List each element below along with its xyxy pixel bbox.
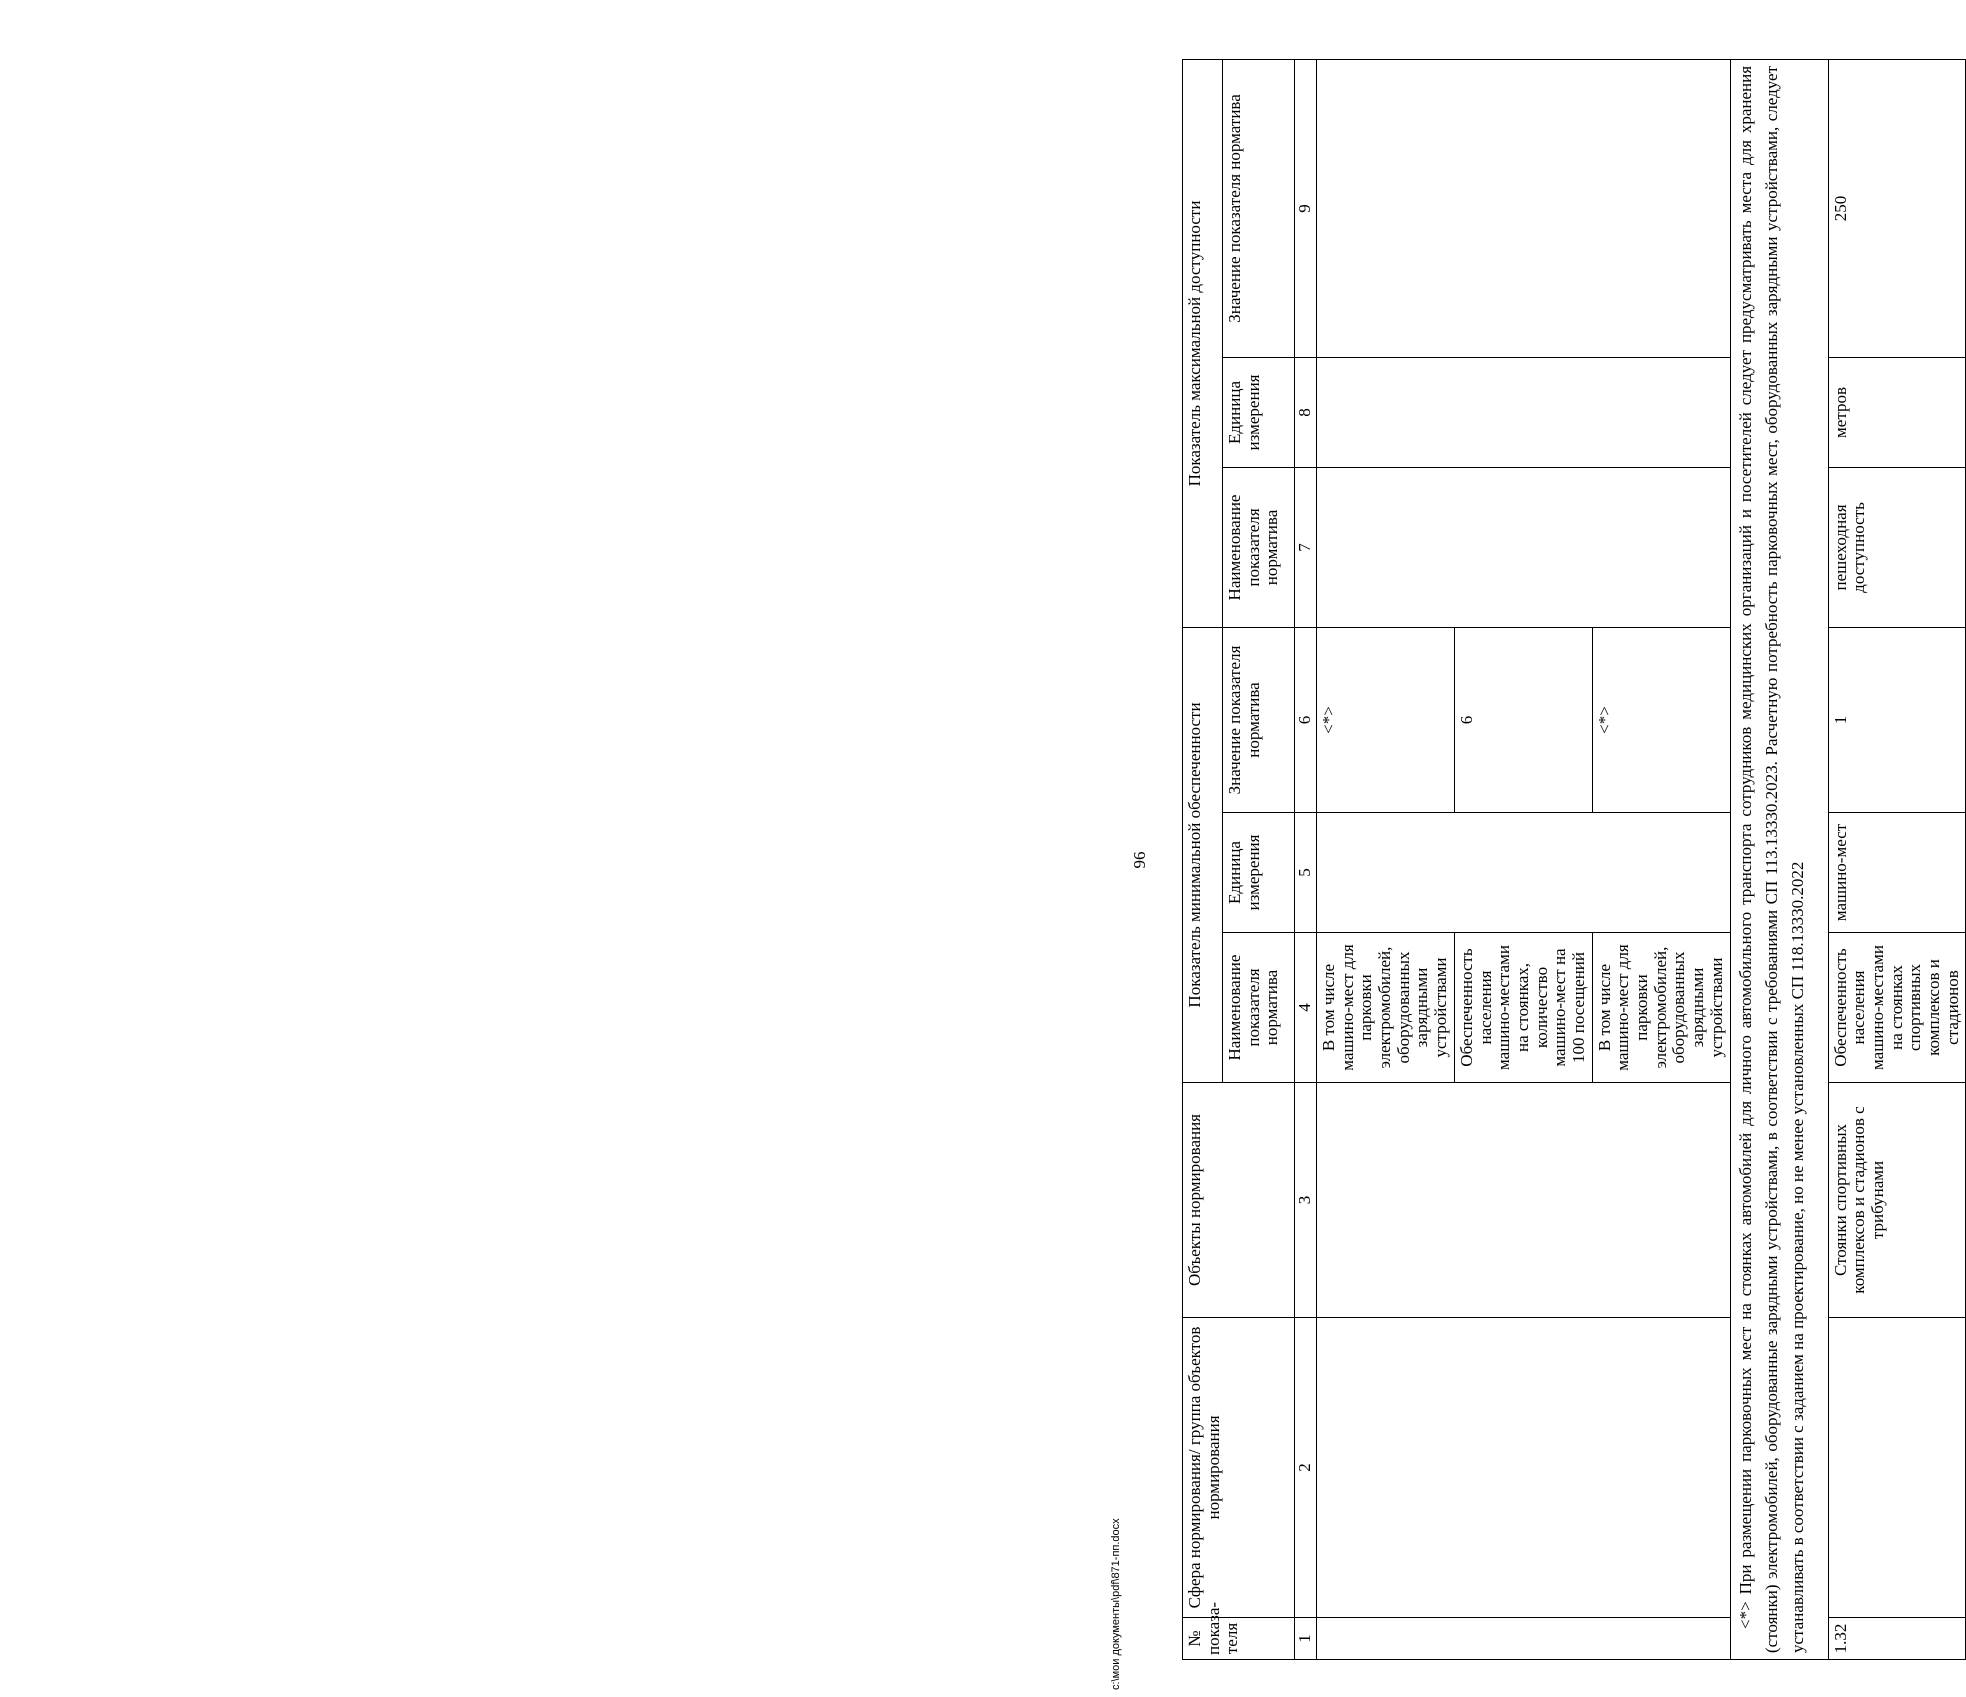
header-max-accessibility: Показатель максимальной доступности xyxy=(1183,59,1223,627)
min-indicator-value: 1 xyxy=(1828,627,1966,812)
column-number: 2 xyxy=(1295,1318,1317,1618)
column-number: 8 xyxy=(1295,357,1317,467)
min-indicator-unit: машино-мест xyxy=(1828,813,1966,933)
header-objects: Объекты нормирования xyxy=(1183,1083,1295,1318)
object-cell: Стоянки спортивных комплексов и стадионов с трибунами xyxy=(1828,1083,1966,1318)
footnote: <*> При размещении парковочных мест на стоянках автомобилей для личного автомобильного транспорта сотрудников медицинских организаций и посетителей следует предусматривать места для хранения (стоянки) электромобилей, оборудованные зарядными устройствами, в соответствии с требованиями СП 113.13330.2023. Расчетную потребность парковочных мест, оборудованных зарядными устройствами, следует устанавливать в соответствии с заданием на проектирование, но не менее установленных СП 118.13330.2022 xyxy=(1730,59,1828,1659)
column-number: 5 xyxy=(1295,813,1317,933)
indicator-name: В том числе машино-мест для парковки электромобилей, оборудованных зарядными устройствами xyxy=(1592,933,1730,1083)
header-sphere: Сфера нормирования/ группа объектов нормирования xyxy=(1183,1318,1295,1618)
column-number: 7 xyxy=(1295,467,1317,627)
indicator-name: Обеспеченность населения машино-местами на стоянках, количество машино-мест на 100 посещений xyxy=(1454,933,1592,1083)
header-min-name: Наименование показателя норматива xyxy=(1223,933,1295,1083)
footer-file-path: c:\мои документы\pdf\871-пп.docx xyxy=(1110,1518,1122,1690)
column-number: 1 xyxy=(1295,1618,1317,1660)
empty-cell xyxy=(1317,1318,1731,1618)
page-number: 96 xyxy=(1130,851,1149,869)
header-number: № показа-теля xyxy=(1183,1618,1295,1660)
header-min-value: Значение показателя норматива xyxy=(1223,627,1295,812)
column-number: 4 xyxy=(1295,933,1317,1083)
indicator-value: <*> xyxy=(1317,627,1455,812)
max-indicator-unit: метров xyxy=(1828,357,1966,467)
max-indicator-value: 250 xyxy=(1828,59,1966,357)
header-max-value: Значение показателя норматива xyxy=(1223,59,1295,357)
sphere-cell xyxy=(1828,1318,1966,1618)
column-number: 6 xyxy=(1295,627,1317,812)
indicator-number: 1.32 xyxy=(1828,1618,1966,1660)
empty-cell xyxy=(1317,1083,1731,1318)
rotated-page xyxy=(1040,40,1962,1680)
header-min-unit: Единица измерения xyxy=(1223,813,1295,933)
header-max-unit: Единица измерения xyxy=(1223,357,1295,467)
standards-table xyxy=(1182,59,1966,1660)
empty-cell xyxy=(1317,1618,1731,1660)
empty-cell xyxy=(1317,357,1731,467)
column-number: 9 xyxy=(1295,59,1317,357)
indicator-value: <*> xyxy=(1592,627,1730,812)
header-min-provision: Показатель минимальной обеспеченности xyxy=(1183,627,1223,1082)
empty-cell xyxy=(1317,813,1731,933)
max-indicator-name: пешеходная доступность xyxy=(1828,467,1966,627)
header-max-name: Наименование показателя норматива xyxy=(1223,467,1295,627)
empty-cell xyxy=(1317,467,1731,627)
indicator-name: В том числе машино-мест для парковки электромобилей, оборудованных зарядными устройствами xyxy=(1317,933,1455,1083)
indicator-value: 6 xyxy=(1454,627,1592,812)
empty-cell xyxy=(1317,59,1731,357)
min-indicator-name: Обеспеченность населения машино-местами на стоянках спортивных комплексов и стадионов xyxy=(1828,933,1966,1083)
column-number: 3 xyxy=(1295,1083,1317,1318)
